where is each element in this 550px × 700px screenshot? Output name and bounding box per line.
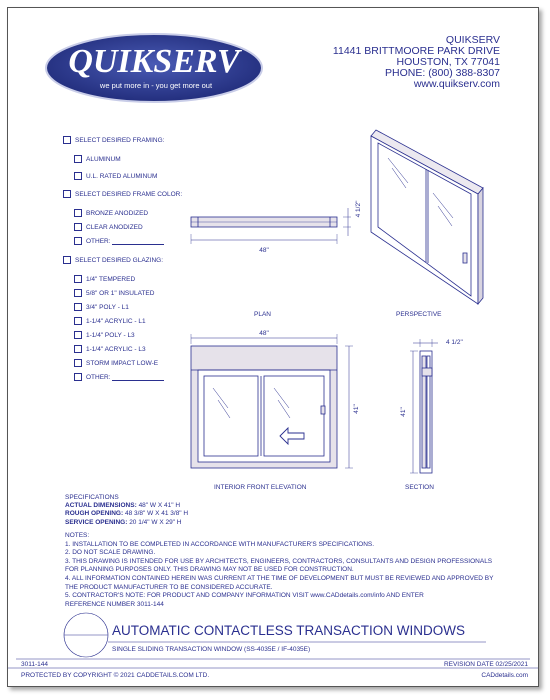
interior-front-elevation	[191, 334, 353, 468]
copyright: PROTECTED BY COPYRIGHT © 2021 CADDETAILS.COM LTD.	[21, 672, 210, 679]
notes-header: NOTES:	[65, 532, 90, 539]
company-phone: PHONE: (800) 388-8307	[385, 67, 500, 79]
specs-header: SPECIFICATIONS	[65, 494, 119, 501]
note-line: 2. DO NOT SCALE DRAWING.	[65, 549, 156, 557]
title-block-lines	[8, 613, 538, 668]
option-glazing-storm-impact[interactable]: STORM IMPACT LOW-E	[74, 359, 158, 367]
reference-number: 3011-144	[21, 661, 48, 668]
option-glazing-other[interactable]: OTHER:	[74, 373, 164, 381]
note-line: REFERENCE NUMBER 3011-144	[65, 600, 164, 608]
notes	[65, 532, 493, 609]
option-glazing-poly-l1[interactable]: 3/4" POLY - L1	[74, 303, 129, 311]
option-glazing-poly-l3[interactable]: 1-1/4" POLY - L3	[74, 331, 135, 339]
elevation-label: INTERIOR FRONT ELEVATION	[214, 484, 307, 491]
note-line: 5. CONTRACTOR'S NOTE: FOR PRODUCT AND COMPANY INFORMATION VISIT www.CADdetails.com/info AND ENTER	[65, 592, 424, 600]
perspective-label: PERSPECTIVE	[396, 311, 442, 318]
caddetails-link[interactable]: CADdetails.com	[481, 672, 528, 679]
note-line: 1. INSTALLATION TO BE COMPLETED IN ACCORDANCE WITH MANUFACTURER'S SPECIFICATIONS.	[65, 540, 375, 548]
section-view	[410, 339, 438, 473]
company-name: QUIKSERV	[445, 34, 500, 46]
logo-tagline: we put more in - you get more out	[99, 81, 213, 90]
company-address: 11441 BRITTMOORE PARK DRIVE	[332, 45, 500, 57]
spec-service: SERVICE OPENING: 20 1/4" W X 29" H	[65, 518, 182, 526]
specifications	[65, 494, 188, 527]
company-city: HOUSTON, TX 77041	[396, 56, 500, 68]
logo-wordmark: QUIKSERV	[68, 43, 240, 80]
note-line: THE PRODUCT MANUFACTURER TO BE CONSIDERED ACCURATE.	[65, 583, 273, 591]
option-glazing-insulated[interactable]: 5/8" OR 1" INSULATED	[74, 289, 154, 297]
glazing-header[interactable]: SELECT DESIRED GLAZING:	[63, 256, 163, 264]
perspective-view	[371, 130, 483, 304]
option-color-other[interactable]: OTHER:	[74, 237, 164, 245]
option-ul-rated-aluminum[interactable]: U.L. RATED ALUMINUM	[74, 172, 157, 180]
option-glazing-acrylic-l1[interactable]: 1-1/4" ACRYLIC - L1	[74, 317, 146, 325]
drawing-subtitle: SINGLE SLIDING TRANSACTION WINDOW (SS-4035E / IF-4035E)	[112, 646, 311, 653]
spec-actual: ACTUAL DIMENSIONS: 48" W X 41" H	[65, 502, 181, 510]
elevation-height-dim: 41"	[353, 404, 360, 414]
spec-rough: ROUGH OPENING: 48 3/8" W X 41 3/8" H	[65, 510, 189, 518]
section-depth-dim: 4 1/2"	[446, 339, 463, 346]
note-line: FOR PLANNING PURPOSES ONLY. THIS DRAWING MAY NOT BE USED FOR CONSTRUCTION.	[65, 566, 354, 574]
plan-view	[191, 208, 351, 244]
option-aluminum[interactable]: ALUMINUM	[74, 155, 121, 163]
plan-label: PLAN	[254, 311, 271, 318]
section-height-dim: 41"	[400, 407, 407, 417]
drawing-title: AUTOMATIC CONTACTLESS TRANSACTION WINDOWS	[112, 623, 466, 638]
frame-color-header[interactable]: SELECT DESIRED FRAME COLOR:	[63, 190, 182, 198]
note-line: 4. ALL INFORMATION CONTAINED HEREIN WAS CURRENT AT THE TIME OF DEVELOPMENT BUT MUST BE REVIEWED AND APPROVED BY	[65, 574, 494, 582]
note-line: 3. THIS DRAWING IS INTENDED FOR USE BY ARCHITECTS, ENGINEERS, CONTRACTORS, CONSULTANTS AND DESIGN PROFESSIONALS	[65, 557, 493, 565]
section-label: SECTION	[405, 484, 434, 491]
plan-width-dim: 48"	[259, 247, 269, 254]
option-glazing-tempered[interactable]: 1/4" TEMPERED	[74, 275, 135, 283]
company-website[interactable]: www.quikserv.com	[413, 78, 500, 90]
drawing-sheet	[7, 7, 539, 687]
plan-depth-dim: 4 1/2"	[355, 200, 362, 218]
option-bronze-anodized[interactable]: BRONZE ANODIZED	[74, 209, 148, 217]
option-clear-anodized[interactable]: CLEAR ANODIZED	[74, 223, 143, 231]
framing-header[interactable]: SELECT DESIRED FRAMING:	[63, 136, 164, 144]
option-glazing-acrylic-l3[interactable]: 1-1/4" ACRYLIC - L3	[74, 345, 146, 353]
elevation-width-dim: 48"	[259, 330, 269, 337]
revision-date: REVISION DATE 02/25/2021	[443, 661, 528, 668]
